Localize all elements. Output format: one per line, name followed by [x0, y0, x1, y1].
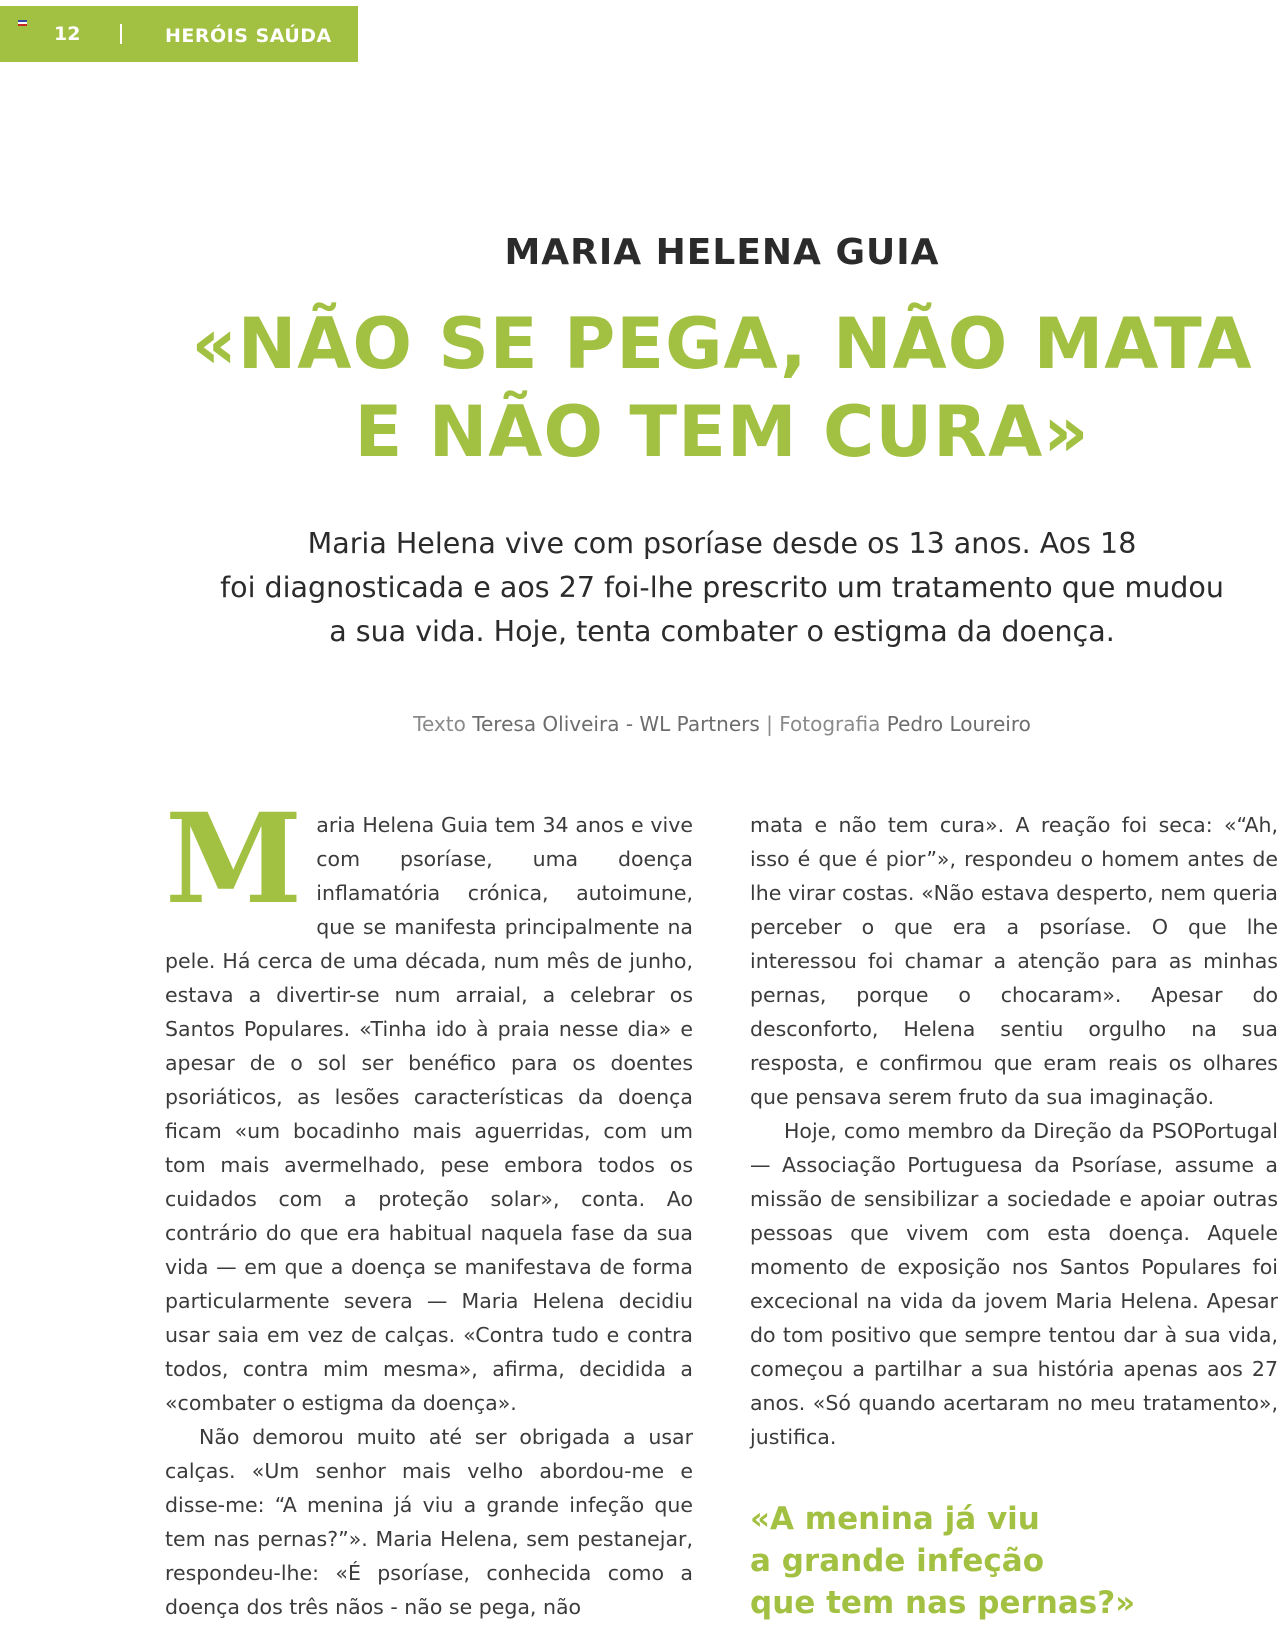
lead-line-1: Maria Helena vive com psoríase desde os 13 anos. Aos 18 — [307, 527, 1137, 560]
body-column-left — [165, 787, 693, 1624]
headline-line-2: E NÃO TEM CURA» — [354, 391, 1090, 473]
pull-quote-line-3: que tem nas pernas?» — [750, 1585, 1136, 1621]
body-paragraph-3: mata e não tem cura». A reação foi seca: «“Ah, isso é que é pior”», respondeu o homem antes de lhe virar costas. «Não estava desperto, nem queria perceber o que era a psoríase. O que lhe interessou foi chamar a atenção para as minhas pernas, porque o chocaram». Apesar do desconforto, Helena sentiu orgulho na sua resposta, e confirmou que eram reais os olhares que pensava serem fruto da sua imaginação. — [750, 813, 1278, 1109]
section-title: HERÓIS SAÚDA — [165, 25, 332, 47]
interviewee-name: MARIA HELENA GUIA — [504, 232, 940, 273]
drop-cap: M — [165, 787, 303, 932]
lead-line-2: foi diagnosticada e aos 27 foi-lhe prescrito um tratamento que mudou — [220, 571, 1224, 604]
byline — [164, 712, 1280, 736]
lead-line-3: a sua vida. Hoje, tenta combater o estigma da doença. — [329, 615, 1115, 648]
section-header-bar — [0, 6, 358, 62]
flag-icon — [18, 20, 27, 27]
headline — [164, 300, 1280, 476]
header-divider — [120, 24, 122, 44]
headline-line-1: «NÃO SE PEGA, NÃO MATA — [191, 303, 1253, 385]
body-paragraph-4: Hoje, como membro da Direção da PSOPortugal — Associação Portuguesa da Psoríase, assume a missão de sensibilizar a sociedade e apoiar outras pessoas que vivem com esta doença. Aquele momento de exposição nos Santos Populares foi excecional na vida da jovem Maria Helena. Apesar do tom positivo que sempre tentou dar à sua vida, começou a partilhar a sua história apenas aos 27 anos. «Só quando acertaram no meu tratamento», justifica. — [750, 1119, 1278, 1449]
text-label: Texto — [413, 712, 466, 736]
pull-quote — [750, 1498, 1278, 1624]
photo-author: Pedro Loureiro — [886, 712, 1031, 736]
photo-label: Fotografia — [779, 712, 881, 736]
body-column-right — [750, 808, 1278, 1454]
text-author: Teresa Oliveira - WL Partners — [472, 712, 760, 736]
pull-quote-line-2: a grande infeção — [750, 1543, 1044, 1579]
body-paragraph-1 — [165, 787, 693, 1420]
page-number: 12 — [54, 23, 81, 45]
body-paragraph-2: Não demorou muito até ser obrigada a usar calças. «Um senhor mais velho abordou-me e disse-me: “A menina já viu a grande infeção que tem nas pernas?”». Maria Helena, sem pestanejar, respondeu-lhe: «É psoríase, conhecida como a doença dos três nãos - não se pega, não — [165, 1425, 693, 1619]
body-paragraph-1-text: aria Helena Guia tem 34 anos e vive com psoríase, uma doença inflamatória crónica, autoimune, que se manifesta principalmente na pele. Há cerca de uma década, num mês de junho, estava a divertir-se num arraial, a celebrar os Santos Populares. «Tinha ido à praia nesse dia» e apesar de o sol ser benéfico para os doentes psoriáticos, as lesões características da doença ficam «um bocadinho mais aguerridas, com um tom mais avermelhado, pese embora todos os cuidados com a proteção solar», conta. Ao contrário do que era habitual naquela fase da sua vida — em que a doença se manifestava de forma particularmente severa — Maria Helena decidiu usar saia em vez de calças. «Contra tudo e contra todos, contra mim mesma», afirma, decidida a «combater o estigma da doença». — [165, 813, 693, 1415]
pull-quote-line-1: «A menina já viu — [750, 1501, 1040, 1537]
byline-separator: | — [766, 712, 773, 736]
lead-paragraph — [164, 522, 1280, 654]
